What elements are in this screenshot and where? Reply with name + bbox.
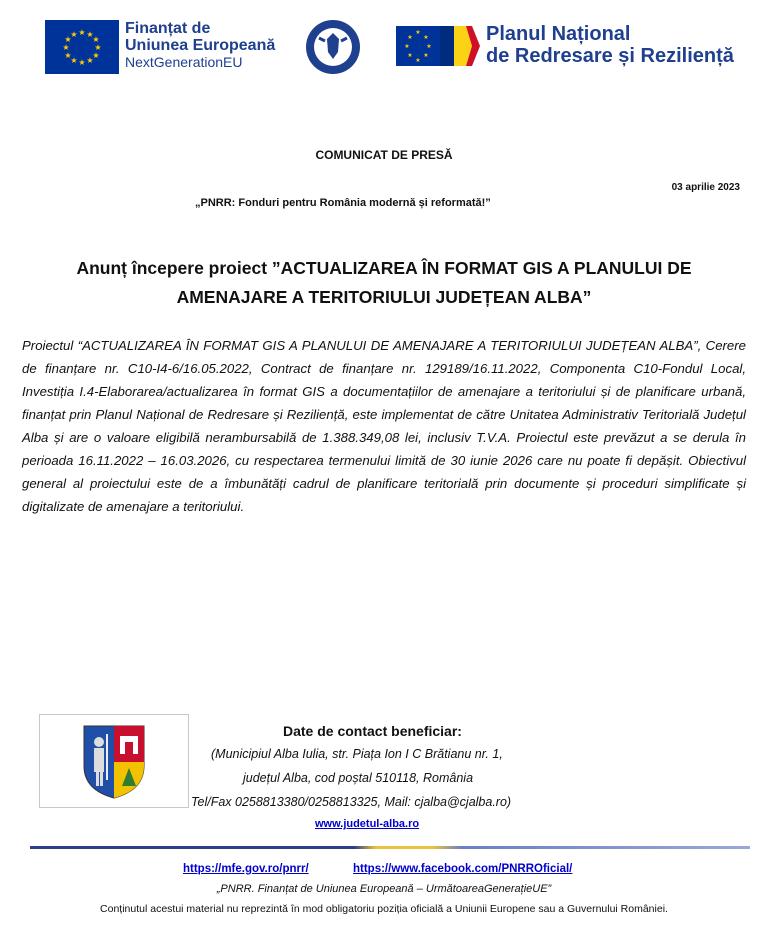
press-release-heading: COMUNICAT DE PRESĂ bbox=[315, 148, 453, 162]
svg-text:★: ★ bbox=[78, 58, 86, 67]
coat-of-arms-icon bbox=[80, 722, 148, 800]
pnrr-title-text bbox=[486, 23, 734, 67]
svg-text:★: ★ bbox=[94, 43, 102, 52]
svg-text:★: ★ bbox=[423, 34, 429, 41]
release-slogan: „PNRR: Fonduri pentru România modernă și reformată!” bbox=[195, 197, 491, 209]
svg-text:★: ★ bbox=[64, 51, 72, 60]
contact-address-line2: județul Alba, cod poștal 510118, România bbox=[243, 771, 474, 785]
svg-text:★: ★ bbox=[423, 52, 429, 59]
svg-text:★: ★ bbox=[92, 35, 100, 44]
document-title bbox=[40, 254, 728, 312]
svg-text:★: ★ bbox=[86, 56, 94, 65]
body-paragraph: Proiectul “ACTUALIZAREA ÎN FORMAT GIS A PLANULUI DE AMENAJARE A TERITORIULUI JUDEȚEAN ALBA”, Cerere de finanțare nr. C10-I4-6/16.05.2022, Contract de finanțare nr. 129189/16.11.2022, Componenta C10-Fondul Local, Investiția I.4-Elaborarea/actualizarea în format GIS a documentațiilor de amenajare a teritoriului și de planificare urbană, finanțat prin Planul Național de Redresare și Reziliență, este implementat de către Unitatea Administrativ Teritorială Județul Alba și are o valoare eligibilă nerambursabilă de 1.388.349,08 lei, inclusiv T.V.A. Proiectul este prevăzut a se derula în perioada 16.11.2022 – 16.03.2026, cu respectarea termenului limită de 30 iunie 2026 care nu poate fi depășit. Obiectivul general al proiectului este de a îmbunătăți cadrul de planificare teritorială prin documente și proceduri simplificate și digitalizate de amenajare a teritoriului. bbox=[22, 338, 746, 514]
svg-text:★: ★ bbox=[415, 29, 421, 36]
eu-text-line1: Finanțat de bbox=[125, 20, 211, 37]
contact-phone-mail: Tel/Fax 0258813380/0258813325, Mail: cjalba@cjalba.ro) bbox=[191, 795, 512, 809]
footer-slogan: „PNRR. Finanțat de Uniunea Europeană – UrmătoareaGenerațieUE” bbox=[216, 883, 552, 895]
eu-funding-text bbox=[125, 20, 275, 71]
eu-text-line3: NextGenerationEU bbox=[125, 54, 243, 70]
contact-heading: Date de contact beneficiar: bbox=[283, 723, 462, 739]
title-line1: Anunț începere proiect ”ACTUALIZAREA ÎN FORMAT GIS A PLANULUI DE bbox=[76, 258, 692, 278]
pnrr-logo-icon bbox=[396, 24, 480, 68]
svg-text:★: ★ bbox=[404, 43, 410, 50]
county-website-link[interactable]: www.judetul-alba.ro bbox=[315, 818, 420, 830]
flags-icon bbox=[396, 24, 480, 68]
svg-text:★: ★ bbox=[415, 57, 421, 64]
eu-flag-logo bbox=[45, 20, 119, 74]
release-date: 03 aprilie 2023 bbox=[671, 182, 740, 193]
svg-text:★: ★ bbox=[70, 56, 78, 65]
government-seal-logo bbox=[305, 19, 361, 75]
svg-text:★: ★ bbox=[407, 34, 413, 41]
eu-disclaimer: Conținutul acestui material nu reprezintă în mod obligatoriu poziția oficială a Uniunii Europene sau a Guvernului României. bbox=[100, 903, 668, 915]
mfe-pnrr-link[interactable]: https://mfe.gov.ro/pnrr/ bbox=[183, 863, 309, 875]
contact-address-line1: (Municipiul Alba Iulia, str. Piața Ion I C Brătianu nr. 1, bbox=[211, 747, 503, 761]
pnrr-line1: Planul Național bbox=[486, 23, 631, 45]
facebook-pnrr-link[interactable]: https://www.facebook.com/PNRROficial/ bbox=[353, 863, 573, 875]
seal-icon bbox=[305, 19, 361, 75]
footer-divider bbox=[30, 846, 750, 849]
svg-text:★: ★ bbox=[407, 52, 413, 59]
pnrr-line2: de Redresare și Reziliență bbox=[486, 45, 734, 67]
svg-text:★: ★ bbox=[70, 30, 78, 39]
svg-text:★: ★ bbox=[78, 28, 86, 37]
svg-text:★: ★ bbox=[62, 43, 70, 52]
county-coat-of-arms bbox=[39, 714, 189, 808]
svg-text:★: ★ bbox=[92, 51, 100, 60]
eu-stars-icon bbox=[52, 25, 112, 69]
svg-text:★: ★ bbox=[64, 35, 72, 44]
svg-text:★: ★ bbox=[86, 30, 94, 39]
title-line2: AMENAJARE A TERITORIULUI JUDEȚEAN ALBA” bbox=[176, 287, 592, 307]
eu-text-line2: Uniunea Europeană bbox=[125, 37, 276, 54]
svg-text:★: ★ bbox=[426, 43, 432, 50]
